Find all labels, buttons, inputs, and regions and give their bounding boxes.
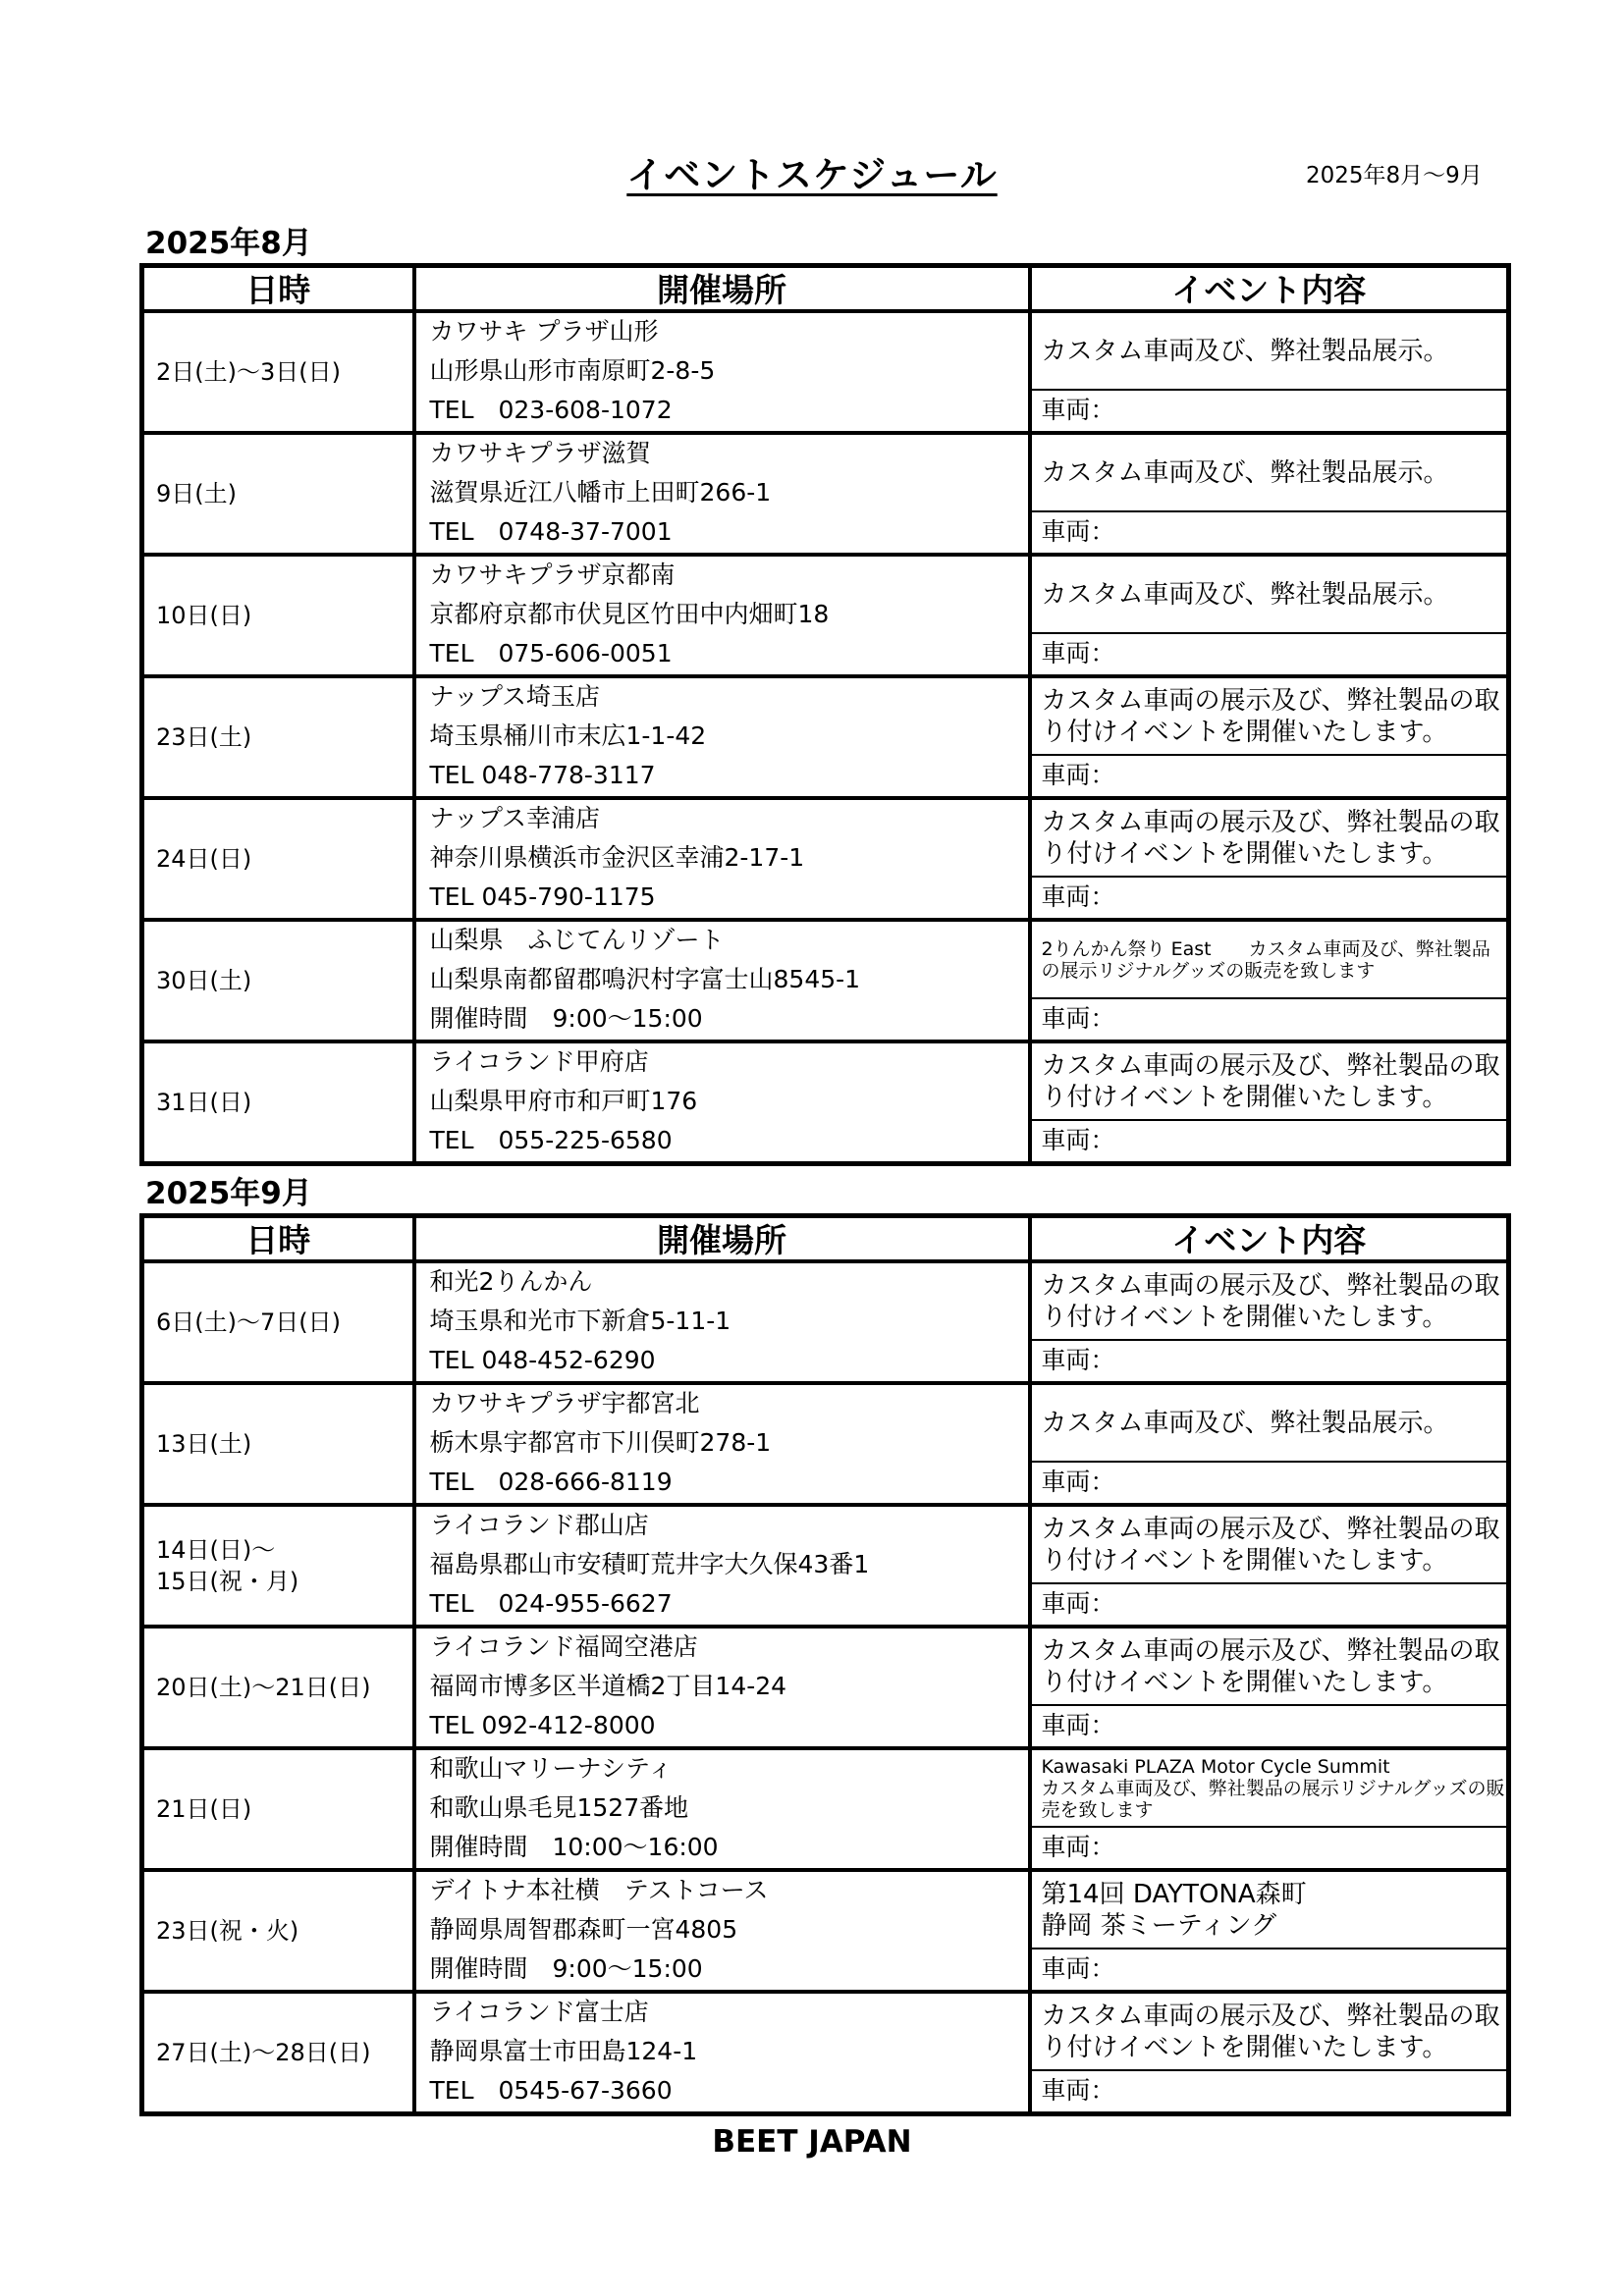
schedule-row [142,676,1509,798]
venue-name: ライコランド富士店 [429,1998,649,2026]
vehicle-label: 車両： [1041,396,1115,424]
venue-contact: TEL 092-412-8000 [429,1711,656,1739]
event-date: 10日(日) [142,555,414,676]
event-date: 21日(日) [142,1748,414,1870]
venue-name: ライコランド郡山店 [429,1511,649,1539]
venue-contact: TEL 0748-37-7001 [429,517,673,546]
venue-contact: 開催時間 10:00～16:00 [429,1833,719,1861]
event-venue-cell [414,555,1030,676]
vehicle-label: 車両： [1041,517,1115,546]
venue-name: ライコランド福岡空港店 [429,1632,698,1661]
event-date: 23日(土) [142,676,414,798]
event-description: カスタム車両の展示及び、弊社製品の取り付けイベントを開催いたします。 [1032,1264,1507,1341]
venue-name: ナップス埼玉店 [429,682,601,711]
schedule-row [142,311,1509,433]
venue-contact: TEL 023-608-1072 [429,396,673,424]
venue-address: 静岡県周智郡森町一宮4805 [429,1915,738,1944]
column-header-date: 日時 [142,266,414,312]
schedule-row [142,920,1509,1041]
venue-name: 山梨県 ふじてんリゾート [429,926,725,954]
vehicle-label: 車両： [1041,1589,1115,1618]
event-content-cell [1030,1261,1509,1383]
vehicle-label: 車両： [1041,2076,1115,2105]
event-description: 2りんかん祭り East カスタム車両及び、弊社製品の展示リジナルグッズの販売を致します [1032,923,1507,999]
event-venue-cell [414,1505,1030,1627]
event-description: カスタム車両の展示及び、弊社製品の取り付けイベントを開催いたします。 [1032,801,1507,878]
event-venue-cell [414,1383,1030,1505]
vehicle-label: 車両： [1041,761,1115,789]
schedule-row [142,1505,1509,1627]
venue-contact: 開催時間 9:00～15:00 [429,1954,703,1983]
event-description: カスタム車両及び、弊社製品展示。 [1032,314,1507,391]
venue-address: 京都府京都市伏見区竹田中内畑町18 [429,600,830,628]
event-content-cell [1030,1505,1509,1627]
schedule-row [142,1261,1509,1383]
event-venue-cell [414,676,1030,798]
event-venue-cell [414,433,1030,555]
venue-contact: TEL 028-666-8119 [429,1468,673,1496]
event-date: 20日(土)～21日(日) [142,1627,414,1748]
event-content-cell [1030,433,1509,555]
event-content-cell [1030,920,1509,1041]
event-venue-cell [414,1627,1030,1748]
vehicle-label: 車両： [1041,1711,1115,1739]
venue-name: 和光2りんかん [429,1267,593,1296]
schedule-row [142,798,1509,920]
venue-contact: TEL 048-452-6290 [429,1346,656,1374]
vehicle-label: 車両： [1041,639,1115,667]
event-venue-cell [414,920,1030,1041]
venue-address: 栃木県宇都宮市下川俣町278-1 [429,1428,772,1457]
vehicle-label: 車両： [1041,1468,1115,1496]
venue-address: 山形県山形市南原町2-8-5 [429,356,716,385]
schedule-row [142,1870,1509,1992]
page-title: イベントスケジュール [626,154,998,196]
vehicle-label: 車両： [1041,1954,1115,1983]
venue-address: 福岡市博多区半道橋2丁目14-24 [429,1672,787,1700]
event-description: カスタム車両の展示及び、弊社製品の取り付けイベントを開催いたします。 [1032,1629,1507,1706]
venue-address: 埼玉県和光市下新倉5-11-1 [429,1307,731,1335]
company-name: BEET JAPAN [712,2124,912,2160]
vehicle-label: 車両： [1041,882,1115,911]
event-content-cell [1030,1748,1509,1870]
schedule-period: 2025年8月～9月 [1306,163,1483,188]
september-schedule-table [139,1213,1511,2116]
event-venue-cell [414,1261,1030,1383]
venue-contact: TEL 0545-67-3660 [429,2076,673,2105]
event-content-cell [1030,311,1509,433]
event-date: 24日(日) [142,798,414,920]
schedule-row [142,433,1509,555]
venue-address: 静岡県富士市田島124-1 [429,2037,698,2065]
venue-name: カワサキプラザ京都南 [429,561,676,589]
event-date: 30日(土) [142,920,414,1041]
event-venue-cell [414,1870,1030,1992]
venue-contact: TEL 048-778-3117 [429,761,656,789]
column-header-venue: 開催場所 [414,266,1030,312]
vehicle-label: 車両： [1041,1833,1115,1861]
venue-address: 和歌山県毛見1527番地 [429,1793,689,1822]
event-venue-cell [414,1992,1030,2114]
venue-contact: TEL 024-955-6627 [429,1589,673,1618]
event-content-cell [1030,1870,1509,1992]
venue-name: カワサキプラザ宇都宮北 [429,1389,700,1417]
event-date: 6日(土)～7日(日) [142,1261,414,1383]
september-heading: 2025年9月 [145,1176,312,1211]
column-header-content: イベント内容 [1030,1216,1509,1262]
schedule-row [142,1383,1509,1505]
event-date: 14日(日)～ 15日(祝・月) [142,1505,414,1627]
event-date: 13日(土) [142,1383,414,1505]
schedule-row [142,1748,1509,1870]
event-description: 第14回 DAYTONA森町 静岡 茶ミーティング [1032,1873,1507,1949]
august-heading: 2025年8月 [145,226,312,261]
venue-name: 和歌山マリーナシティ [429,1754,674,1783]
event-content-cell [1030,798,1509,920]
event-venue-cell [414,311,1030,433]
vehicle-label: 車両： [1041,1126,1115,1154]
venue-address: 山梨県南都留郡鳴沢村字富士山8545-1 [429,965,861,993]
venue-name: カワサキ プラザ山形 [429,317,659,346]
schedule-row [142,1992,1509,2114]
august-schedule-table [139,263,1511,1166]
event-venue-cell [414,798,1030,920]
event-description: カスタム車両及び、弊社製品展示。 [1032,558,1507,634]
event-content-cell [1030,1992,1509,2114]
event-content-cell [1030,555,1509,676]
column-header-venue: 開催場所 [414,1216,1030,1262]
venue-contact: 開催時間 9:00～15:00 [429,1004,703,1033]
event-venue-cell [414,1748,1030,1870]
schedule-row [142,1627,1509,1748]
venue-contact: TEL 055-225-6580 [429,1126,673,1154]
event-date: 23日(祝・火) [142,1870,414,1992]
venue-contact: TEL 045-790-1175 [429,882,656,911]
event-venue-cell [414,1041,1030,1164]
event-description: カスタム車両及び、弊社製品展示。 [1032,1386,1507,1463]
event-content-cell [1030,1627,1509,1748]
venue-address: 福島県郡山市安積町荒井字大久保43番1 [429,1550,870,1578]
vehicle-label: 車両： [1041,1346,1115,1374]
event-date: 27日(土)～28日(日) [142,1992,414,2114]
event-description: カスタム車両及び、弊社製品展示。 [1032,436,1507,512]
column-header-content: イベント内容 [1030,266,1509,312]
vehicle-label: 車両： [1041,1004,1115,1033]
column-header-date: 日時 [142,1216,414,1262]
event-date: 31日(日) [142,1041,414,1164]
venue-name: ナップス幸浦店 [429,804,601,832]
venue-address: 山梨県甲府市和戸町176 [429,1087,698,1115]
schedule-row [142,555,1509,676]
event-date: 2日(土)～3日(日) [142,311,414,433]
venue-address: 神奈川県横浜市金沢区幸浦2-17-1 [429,843,805,872]
venue-address: 滋賀県近江八幡市上田町266-1 [429,478,772,507]
venue-contact: TEL 075-606-0051 [429,639,673,667]
event-content-cell [1030,676,1509,798]
event-content-cell [1030,1383,1509,1505]
schedule-row [142,1041,1509,1164]
venue-name: デイトナ本社横 テストコース [429,1876,769,1904]
event-description: カスタム車両の展示及び、弊社製品の取り付けイベントを開催いたします。 [1032,1508,1507,1584]
event-description: カスタム車両の展示及び、弊社製品の取り付けイベントを開催いたします。 [1032,1044,1507,1121]
event-content-cell [1030,1041,1509,1164]
venue-name: カワサキプラザ滋賀 [429,439,651,467]
event-description: カスタム車両の展示及び、弊社製品の取り付けイベントを開催いたします。 [1032,1995,1507,2071]
venue-address: 埼玉県桶川市末広1-1-42 [429,721,707,750]
event-description: カスタム車両の展示及び、弊社製品の取り付けイベントを開催いたします。 [1032,679,1507,756]
event-date: 9日(土) [142,433,414,555]
venue-name: ライコランド甲府店 [429,1047,649,1076]
event-description: Kawasaki PLAZA Motor Cycle Summit カスタム車両及び、弊社製品の展示リジナルグッズの販売を致します [1032,1751,1507,1828]
